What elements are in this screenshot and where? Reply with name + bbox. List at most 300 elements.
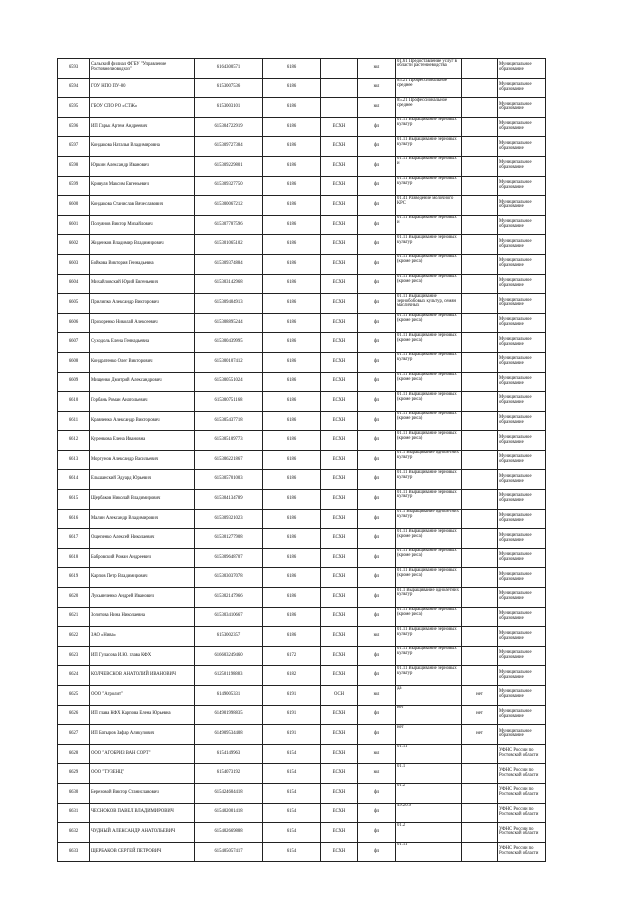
inn-cell: 615300107412: [195, 352, 263, 372]
tax-office-code-cell: 6154: [263, 803, 321, 823]
inn-cell: 6154149963: [195, 744, 263, 764]
flag-cell: [462, 764, 498, 784]
organization-name-cell: Суходоль Елена Геннадьевна: [90, 333, 195, 353]
flag-cell: [462, 117, 498, 137]
tax-office-code-cell: 6186: [263, 313, 321, 333]
table-row: [58, 333, 546, 353]
authority-cell: Муниципальное образование: [498, 352, 546, 372]
organization-name-cell: Карпов Петр Владимирович: [90, 568, 195, 588]
tax-regime-cell: ЕСХН: [321, 568, 358, 588]
table-row: [58, 842, 546, 862]
activity-cell: 01.11 Выращивание зернобобовых культур, семян масличных: [396, 294, 462, 314]
inn-cell: 615303037078: [195, 568, 263, 588]
entity-type-cell: юл: [358, 744, 396, 764]
authority-cell: УФНС России по Ростовской области: [498, 823, 546, 843]
entity-type-cell: фл: [358, 196, 396, 216]
authority-cell: Муниципальное образование: [498, 686, 546, 706]
activity-cell: нет: [396, 725, 462, 745]
flag-cell: [462, 568, 498, 588]
activity-cell: 01.2: [396, 823, 462, 843]
organization-name-cell: ИП Гарьк Артем Андреевич: [90, 117, 195, 137]
organization-name-cell: Кондакова Наталья Владимировна: [90, 137, 195, 157]
row-number-cell: 6602: [58, 235, 90, 255]
tax-office-code-cell: 6186: [263, 78, 321, 98]
authority-cell: Муниципальное образование: [498, 313, 546, 333]
inn-cell: 615303142968: [195, 274, 263, 294]
authority-cell: Муниципальное образование: [498, 450, 546, 470]
tax-regime-cell: ЕСХН: [321, 548, 358, 568]
flag-cell: [462, 842, 498, 862]
table-row: [58, 215, 546, 235]
entity-type-cell: юл: [358, 59, 396, 79]
flag-cell: нет: [462, 705, 498, 725]
organization-name-cell: ИП Гуласова И.Ю. глава КФХ: [90, 646, 195, 666]
flag-cell: [462, 59, 498, 79]
row-number-cell: 6633: [58, 842, 90, 862]
tax-office-code-cell: 6186: [263, 411, 321, 431]
entity-type-cell: фл: [358, 450, 396, 470]
table-row: [58, 59, 546, 79]
activity-cell: 01.11 Выращивание зерновых (кроме риса): [396, 274, 462, 294]
organization-name-cell: Ельшанский Эдуард Юрьевич: [90, 470, 195, 490]
activity-cell: 01.2: [396, 783, 462, 803]
entity-type-cell: юл: [358, 78, 396, 98]
flag-cell: [462, 274, 498, 294]
inn-cell: 615309229801: [195, 156, 263, 176]
row-number-cell: 6619: [58, 568, 90, 588]
organization-name-cell: ГБОУ СПО РО «СТЖ»: [90, 98, 195, 118]
activity-cell: 01.11: [396, 842, 462, 862]
tax-office-code-cell: 6186: [263, 98, 321, 118]
flag-cell: [462, 783, 498, 803]
row-number-cell: 6613: [58, 450, 90, 470]
table-row: [58, 646, 546, 666]
tax-regime-cell: ЕСХН: [321, 274, 358, 294]
organization-name-cell: ООО "ТУЗЕНЦ": [90, 764, 195, 784]
tax-office-code-cell: 6186: [263, 588, 321, 608]
tax-office-code-cell: 6186: [263, 450, 321, 470]
activity-cell: 01.11 Выращивание зерновых (кроме риса): [396, 392, 462, 412]
entity-type-cell: фл: [358, 431, 396, 451]
organization-name-cell: Зозитова Нина Николаевна: [90, 607, 195, 627]
flag-cell: [462, 313, 498, 333]
organization-name-cell: ЧЕСНОКОВ ПАВЕЛ ВЛАДИМИРОВИЧ: [90, 803, 195, 823]
entity-type-cell: фл: [358, 294, 396, 314]
tax-office-code-cell: 6154: [263, 744, 321, 764]
activity-cell: 01.11 Выращивание зерновых (кроме риса): [396, 411, 462, 431]
flag-cell: [462, 431, 498, 451]
row-number-cell: 6604: [58, 274, 90, 294]
entity-type-cell: фл: [358, 411, 396, 431]
organization-name-cell: Кравченко Александр Викторович: [90, 411, 195, 431]
row-number-cell: 6620: [58, 588, 90, 608]
authority-cell: Муниципальное образование: [498, 59, 546, 79]
inn-cell: 615309648707: [195, 548, 263, 568]
table-row: [58, 392, 546, 412]
activity-cell: 01.11 Выращивание зерновых культур: [396, 627, 462, 647]
authority-cell: УФНС России по Ростовской области: [498, 803, 546, 823]
tax-office-code-cell: 6186: [263, 529, 321, 549]
tax-office-code-cell: 6186: [263, 294, 321, 314]
flag-cell: [462, 823, 498, 843]
tax-regime-cell: [321, 98, 358, 118]
tax-regime-cell: ЕСХН: [321, 411, 358, 431]
table-row: [58, 176, 546, 196]
authority-cell: Муниципальное образование: [498, 98, 546, 118]
row-number-cell: 6603: [58, 254, 90, 274]
row-number-cell: 6614: [58, 470, 90, 490]
authority-cell: Муниципальное образование: [498, 509, 546, 529]
row-number-cell: 6599: [58, 176, 90, 196]
entity-type-cell: фл: [358, 842, 396, 862]
tax-regime-cell: ЕСХН: [321, 156, 358, 176]
table-row: [58, 783, 546, 803]
table-row: [58, 431, 546, 451]
inn-cell: 615306221867: [195, 450, 263, 470]
row-number-cell: 6611: [58, 411, 90, 431]
authority-cell: Муниципальное образование: [498, 646, 546, 666]
entity-type-cell: фл: [358, 372, 396, 392]
tax-regime-cell: ЕСХН: [321, 137, 358, 157]
row-number-cell: 6618: [58, 548, 90, 568]
tax-regime-cell: ЕСХН: [321, 450, 358, 470]
authority-cell: УФНС России по Ростовской области: [498, 764, 546, 784]
organization-name-cell: Кондакова Станислав Вячеславович: [90, 196, 195, 216]
organization-name-cell: Михайловский Юрий Евгеньевич: [90, 274, 195, 294]
activity-cell: да: [396, 686, 462, 706]
activity-cell: 01.11 Выращивание зерновых культур: [396, 137, 462, 157]
table-row: [58, 764, 546, 784]
tax-office-code-cell: 6186: [263, 607, 321, 627]
inn-cell: 615305437718: [195, 411, 263, 431]
tax-office-code-cell: 6172: [263, 646, 321, 666]
table-body: [58, 59, 546, 862]
activity-cell: 01.11 Выращивание зерновых культур: [396, 666, 462, 686]
flag-cell: [462, 627, 498, 647]
organization-name-cell: ЩЕРБАКОВ СЕРГЕЙ ПЕТРОВИЧ: [90, 842, 195, 862]
table-row: [58, 588, 546, 608]
table-row: [58, 98, 546, 118]
tax-regime-cell: ЕСХН: [321, 744, 358, 764]
tax-regime-cell: ЕСХН: [321, 588, 358, 608]
table-row: [58, 548, 546, 568]
tax-office-code-cell: 6191: [263, 725, 321, 745]
tax-office-code-cell: 6186: [263, 176, 321, 196]
row-number-cell: 6607: [58, 333, 90, 353]
flag-cell: [462, 352, 498, 372]
inn-cell: 615308895244: [195, 313, 263, 333]
activity-cell: 01.11 Выращивание зерновых (кроме риса): [396, 431, 462, 451]
tax-office-code-cell: 6186: [263, 490, 321, 510]
entity-type-cell: фл: [358, 588, 396, 608]
table-row: [58, 450, 546, 470]
tax-office-code-cell: 6186: [263, 196, 321, 216]
row-number-cell: 6600: [58, 196, 90, 216]
row-number-cell: 6625: [58, 686, 90, 706]
tax-office-code-cell: 6186: [263, 117, 321, 137]
flag-cell: [462, 254, 498, 274]
inn-cell: 615303410667: [195, 607, 263, 627]
inn-cell: 616603249460: [195, 646, 263, 666]
inn-cell: 6153003101: [195, 98, 263, 118]
tax-office-code-cell: 6186: [263, 137, 321, 157]
authority-cell: УФНС России по Ростовской области: [498, 744, 546, 764]
authority-cell: Муниципальное образование: [498, 470, 546, 490]
entity-type-cell: фл: [358, 137, 396, 157]
tax-regime-cell: ЕСХН: [321, 431, 358, 451]
row-number-cell: 6596: [58, 117, 90, 137]
organization-name-cell: Сальский филиал ФГБУ "Управление Ростовмелиоводхоз": [90, 59, 195, 79]
row-number-cell: 6623: [58, 646, 90, 666]
inn-cell: 615301277908: [195, 529, 263, 549]
table-row: [58, 313, 546, 333]
authority-cell: Муниципальное образование: [498, 274, 546, 294]
entity-type-cell: фл: [358, 490, 396, 510]
authority-cell: Муниципальное образование: [498, 372, 546, 392]
organization-name-cell: Горбань Роман Анатольевич: [90, 392, 195, 412]
flag-cell: [462, 490, 498, 510]
authority-cell: Муниципальное образование: [498, 294, 546, 314]
activity-cell: нет: [396, 705, 462, 725]
tax-regime-cell: ЕСХН: [321, 254, 358, 274]
activity-cell: 01.11 Выращивание зерновых (кроме риса): [396, 313, 462, 333]
tax-regime-cell: ЕСХН: [321, 666, 358, 686]
tax-office-code-cell: 6186: [263, 509, 321, 529]
activity-cell: 49.20.9: [396, 803, 462, 823]
authority-cell: Муниципальное образование: [498, 117, 546, 137]
flag-cell: [462, 411, 498, 431]
inn-cell: 615309404913: [195, 294, 263, 314]
row-number-cell: 6617: [58, 529, 90, 549]
tax-regime-cell: ЕСХН: [321, 803, 358, 823]
activity-cell: 01.41 Разведение молочного КРС: [396, 196, 462, 216]
entity-type-cell: юл: [358, 627, 396, 647]
organization-name-cell: Бабровский Роман Андреевич: [90, 548, 195, 568]
entity-type-cell: фл: [358, 607, 396, 627]
entity-type-cell: фл: [358, 352, 396, 372]
tax-office-code-cell: 6186: [263, 59, 321, 79]
tax-regime-cell: ЕСХН: [321, 372, 358, 392]
authority-cell: Муниципальное образование: [498, 490, 546, 510]
row-number-cell: 6597: [58, 137, 90, 157]
entity-type-cell: фл: [358, 313, 396, 333]
entity-type-cell: фл: [358, 666, 396, 686]
tax-regime-cell: ЕСХН: [321, 117, 358, 137]
entity-type-cell: фл: [358, 725, 396, 745]
inn-cell: 615301065102: [195, 235, 263, 255]
organization-name-cell: Ощепенко Алексей Николаевич: [90, 529, 195, 549]
row-number-cell: 6615: [58, 490, 90, 510]
tax-regime-cell: ЕСХН: [321, 352, 358, 372]
tax-office-code-cell: 6186: [263, 274, 321, 294]
table-row: [58, 744, 546, 764]
entity-type-cell: юл: [358, 764, 396, 784]
authority-cell: Муниципальное образование: [498, 529, 546, 549]
organization-name-cell: Прилипко Александр Викторович: [90, 294, 195, 314]
tax-office-code-cell: 6154: [263, 842, 321, 862]
tax-office-code-cell: 6154: [263, 783, 321, 803]
table-row: [58, 529, 546, 549]
entity-type-cell: фл: [358, 333, 396, 353]
inn-cell: 615424604418: [195, 783, 263, 803]
flag-cell: [462, 78, 498, 98]
flag-cell: [462, 98, 498, 118]
table-row: [58, 823, 546, 843]
tax-office-code-cell: 6186: [263, 235, 321, 255]
entity-type-cell: фл: [358, 176, 396, 196]
organization-name-cell: Юркин Александр Иванович: [90, 156, 195, 176]
activity-cell: 01.11 Выращивание зерновых культур: [396, 352, 462, 372]
organization-name-cell: Куренкова Елена Ивановна: [90, 431, 195, 451]
table-row: [58, 352, 546, 372]
flag-cell: [462, 744, 498, 764]
organization-name-cell: Малин Александр Владимирович: [90, 509, 195, 529]
row-number-cell: 6631: [58, 803, 90, 823]
flag-cell: [462, 235, 498, 255]
entity-type-cell: юл: [358, 98, 396, 118]
tax-regime-cell: ЕСХН: [321, 333, 358, 353]
tax-regime-cell: ЕСХН: [321, 764, 358, 784]
row-number-cell: 6632: [58, 823, 90, 843]
organization-name-cell: ИП глава КФХ Карпова Елена Юрьевна: [90, 705, 195, 725]
tax-office-code-cell: 6186: [263, 254, 321, 274]
organization-name-cell: Моргунов Александр Васильевич: [90, 450, 195, 470]
authority-cell: УФНС России по Ростовской области: [498, 783, 546, 803]
flag-cell: нет: [462, 686, 498, 706]
organization-name-cell: ЗАО «Нива»: [90, 627, 195, 647]
row-number-cell: 6626: [58, 705, 90, 725]
inn-cell: 6153002357: [195, 627, 263, 647]
tax-regime-cell: ЕСХН: [321, 313, 358, 333]
table-row: [58, 411, 546, 431]
organization-name-cell: КОЛЧЕВСКОВ АНАТОЛИЙ ИВАНОВИЧ: [90, 666, 195, 686]
entity-type-cell: фл: [358, 783, 396, 803]
activity-cell: 01.11 Выращивание зерновых (кроме риса): [396, 548, 462, 568]
inn-cell: 615307787596: [195, 215, 263, 235]
tax-regime-cell: ЕСХН: [321, 392, 358, 412]
tax-regime-cell: ЕСХН: [321, 529, 358, 549]
flag-cell: [462, 509, 498, 529]
entity-type-cell: фл: [358, 235, 396, 255]
activity-cell: 85.21 Профессиональное среднее: [396, 98, 462, 118]
authority-cell: Муниципальное образование: [498, 196, 546, 216]
row-number-cell: 6595: [58, 98, 90, 118]
table-row: [58, 470, 546, 490]
flag-cell: [462, 529, 498, 549]
tax-office-code-cell: 6186: [263, 548, 321, 568]
tax-office-code-cell: 6186: [263, 156, 321, 176]
table-row: [58, 78, 546, 98]
tax-office-code-cell: 6186: [263, 215, 321, 235]
entity-type-cell: фл: [358, 156, 396, 176]
inn-cell: 6154073192: [195, 764, 263, 784]
tax-regime-cell: ЕСХН: [321, 705, 358, 725]
row-number-cell: 6594: [58, 78, 90, 98]
tax-regime-cell: ЕСХН: [321, 842, 358, 862]
activity-cell: 01.11 Выращивание зерновых культур: [396, 235, 462, 255]
tax-regime-cell: ЕСХН: [321, 196, 358, 216]
activity-cell: 01.11 Выращивание зерновых и: [396, 156, 462, 176]
entity-type-cell: фл: [358, 392, 396, 412]
inn-cell: 615309327750: [195, 176, 263, 196]
organization-name-cell: ООО "Агролит": [90, 686, 195, 706]
row-number-cell: 6616: [58, 509, 90, 529]
activity-cell: 01.11 Выращивание зерновых культур: [396, 176, 462, 196]
organization-name-cell: Бойкова Виктория Геннадьевна: [90, 254, 195, 274]
registry-table: [57, 58, 546, 862]
organization-name-cell: Лукьянченко Андрей Иванович: [90, 588, 195, 608]
activity-cell: 01.11 Выращивание зерновых (кроме риса): [396, 568, 462, 588]
authority-cell: Муниципальное образование: [498, 568, 546, 588]
tax-office-code-cell: 6154: [263, 823, 321, 843]
flag-cell: [462, 450, 498, 470]
authority-cell: Муниципальное образование: [498, 411, 546, 431]
tax-regime-cell: ЕСХН: [321, 725, 358, 745]
activity-cell: 01.11 Выращивание зерновых культур: [396, 470, 462, 490]
authority-cell: Муниципальное образование: [498, 78, 546, 98]
authority-cell: Муниципальное образование: [498, 627, 546, 647]
inn-cell: 615402001418: [195, 803, 263, 823]
table-row: [58, 254, 546, 274]
organization-name-cell: Жиденков Владимир Владимирович: [90, 235, 195, 255]
tax-regime-cell: ЕСХН: [321, 235, 358, 255]
activity-cell: 01.1: [396, 764, 462, 784]
authority-cell: Муниципальное образование: [498, 333, 546, 353]
row-number-cell: 6608: [58, 352, 90, 372]
tax-regime-cell: ЕСХН: [321, 470, 358, 490]
inn-cell: 615304134789: [195, 490, 263, 510]
row-number-cell: 6593: [58, 59, 90, 79]
entity-type-cell: фл: [358, 254, 396, 274]
organization-name-cell: ГОУ НПО ПУ-80: [90, 78, 195, 98]
table-row: [58, 196, 546, 216]
authority-cell: Муниципальное образование: [498, 392, 546, 412]
tax-regime-cell: ЕСХН: [321, 607, 358, 627]
table-row: [58, 725, 546, 745]
inn-cell: 615300751168: [195, 392, 263, 412]
entity-type-cell: фл: [358, 548, 396, 568]
entity-type-cell: юл: [358, 686, 396, 706]
activity-cell: 01.11 Выращивание зерновых (кроме риса): [396, 333, 462, 353]
authority-cell: Муниципальное образование: [498, 431, 546, 451]
inn-cell: 614909534408: [195, 725, 263, 745]
row-number-cell: 6624: [58, 666, 90, 686]
inn-cell: 612501198883: [195, 666, 263, 686]
inn-cell: 615300067212: [195, 196, 263, 216]
activity-cell: 01.11 Выращивание зерновых (кроме риса): [396, 254, 462, 274]
tax-office-code-cell: 6186: [263, 392, 321, 412]
authority-cell: Муниципальное образование: [498, 156, 546, 176]
organization-name-cell: Прохоренко Николай Алексеевич: [90, 313, 195, 333]
flag-cell: [462, 176, 498, 196]
flag-cell: [462, 470, 498, 490]
activity-cell: 01.11 Выращивание зерновых (кроме риса): [396, 607, 462, 627]
organization-name-cell: Мищенко Дмитрий Александрович: [90, 372, 195, 392]
flag-cell: [462, 392, 498, 412]
authority-cell: УФНС России по Ростовской области: [498, 842, 546, 862]
activity-cell: 01.11 Выращивание зерновых культур: [396, 646, 462, 666]
inn-cell: 615302147966: [195, 588, 263, 608]
activity-cell: 01.1 Выращивание однолетних культур: [396, 588, 462, 608]
tax-office-code-cell: 6191: [263, 705, 321, 725]
flag-cell: [462, 196, 498, 216]
tax-regime-cell: ЕСХН: [321, 783, 358, 803]
activity-cell: 01.11 Выращивание зерновых культур: [396, 490, 462, 510]
row-number-cell: 6622: [58, 627, 90, 647]
inn-cell: 615300551024: [195, 372, 263, 392]
table-row: [58, 666, 546, 686]
row-number-cell: 6612: [58, 431, 90, 451]
